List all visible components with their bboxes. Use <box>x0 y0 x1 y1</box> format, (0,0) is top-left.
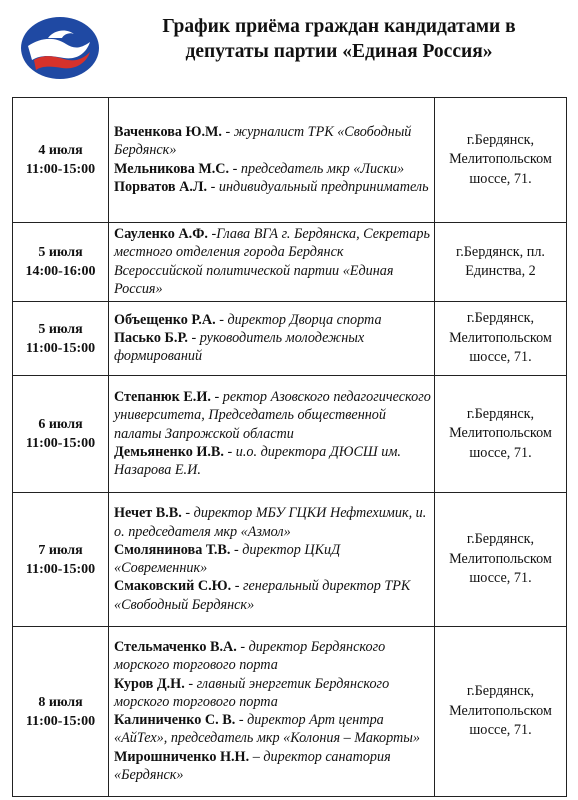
candidate-name: Демьяненко И.В. <box>114 443 224 460</box>
list-item <box>114 178 431 196</box>
candidate-name: Степанюк Е.И. <box>114 388 211 405</box>
place-cell <box>435 302 567 376</box>
reception-date: 6 июля <box>38 417 83 433</box>
candidate-name: Смолянинова Т.В. <box>114 541 231 558</box>
reception-time: 11:00-15:00 <box>25 713 96 729</box>
reception-schedule-table <box>12 97 567 797</box>
page-title <box>112 14 566 64</box>
date-time-cell <box>13 493 109 627</box>
place-line: Мелитопольском <box>449 550 552 567</box>
candidate-position: - руководитель молодежных формирований <box>114 330 365 365</box>
candidates-cell <box>109 302 435 376</box>
list-item <box>114 123 431 160</box>
candidate-name: Сауленко А.Ф. <box>114 226 208 242</box>
candidates-cell <box>109 223 435 302</box>
candidate-position: - директор МБУ ГЦКИ Нефтехимик, и. о. председателя мкр «Азмол» <box>114 505 427 540</box>
list-item <box>114 311 431 329</box>
reception-time: 11:00-15:00 <box>25 436 96 452</box>
candidate-name: Объещенко Р.А. <box>114 311 216 328</box>
candidate-position: - главный энергетик Бердянского морского торгового порта <box>114 675 390 710</box>
candidate-position: – директор санатория «Бердянск» <box>114 748 391 784</box>
date-time-cell <box>13 627 109 797</box>
place-line: Мелитопольском <box>449 702 552 719</box>
reception-date: 8 июля <box>38 694 83 710</box>
place-line: г.Бердянск, <box>466 531 535 548</box>
candidate-name: Порватов А.Л. <box>114 178 208 195</box>
reception-time: 11:00-15:00 <box>25 340 96 356</box>
place-line: г.Бердянск, пл. <box>456 243 545 260</box>
list-item <box>114 329 431 366</box>
title-line-2: депутаты партии «Единая Россия» <box>185 41 493 62</box>
candidate-name: Ваченкова Ю.М. <box>114 123 222 140</box>
place-line: шоссе, 71. <box>469 570 532 587</box>
reception-date: 7 июля <box>38 542 83 558</box>
table-row <box>13 98 567 223</box>
title-line-1: График приёма граждан кандидатами в <box>162 16 516 37</box>
place-line: шоссе, 71. <box>469 349 532 366</box>
list-item <box>114 638 431 675</box>
place-line: Мелитопольском <box>449 151 552 168</box>
place-cell <box>435 223 567 302</box>
date-time-cell <box>13 302 109 376</box>
date-time-cell <box>13 376 109 493</box>
table-row <box>13 376 567 493</box>
candidate-position: - ректор Азовского педагогического университета, Председатель общественной палаты Запрожской области <box>114 388 431 442</box>
place-line: Мелитопольском <box>449 329 552 346</box>
place-line: г.Бердянск, <box>466 405 535 422</box>
candidate-position: - директор Арт центра «АйТех», председатель мкр «Колония – Макорты» <box>114 712 421 747</box>
candidate-name: Стельмаченко В.А. <box>114 639 237 655</box>
place-cell <box>435 493 567 627</box>
list-item <box>114 388 431 443</box>
list-item <box>114 225 431 298</box>
candidate-position: - и.о. директора ДЮСШ им. Назарова Е.И. <box>114 443 401 479</box>
place-line: шоссе, 71. <box>469 170 532 187</box>
candidates-cell <box>109 627 435 797</box>
candidate-position: - журналист ТРК «Свободный Бердянск» <box>114 123 412 159</box>
place-cell <box>435 627 567 797</box>
list-item <box>114 711 431 748</box>
candidate-position: - директор Дворца спорта <box>215 311 382 328</box>
candidate-name: Калиниченко С. В. <box>114 712 236 729</box>
schedule-table-body <box>13 98 567 797</box>
candidate-name: Куров Д.Н. <box>114 675 185 692</box>
candidate-position: -Глава ВГА г. Бердянска, Секретарь местного отделения города Бердянск Всероссийской политической партии «Единая Россия» <box>114 226 430 297</box>
candidates-cell <box>109 493 435 627</box>
list-item <box>114 504 431 541</box>
candidate-position: - директор Бердянского морского торгового порта <box>114 639 386 674</box>
place-line: шоссе, 71. <box>469 444 532 461</box>
table-row <box>13 302 567 376</box>
date-time-cell <box>13 223 109 302</box>
reception-date: 5 июля <box>38 321 83 337</box>
table-row <box>13 223 567 302</box>
candidate-name: Смаковский С.Ю. <box>114 578 232 595</box>
candidate-position: - генеральный директор ТРК «Свободный Бердянск» <box>114 578 411 613</box>
table-row <box>13 627 567 797</box>
candidate-position: - председатель мкр «Лиски» <box>229 160 405 177</box>
candidates-cell <box>109 98 435 223</box>
candidate-name: Мельникова М.С. <box>114 160 230 177</box>
list-item <box>114 748 431 785</box>
date-time-cell <box>13 98 109 223</box>
reception-time: 14:00-16:00 <box>25 264 96 280</box>
list-item <box>114 443 431 480</box>
candidates-cell <box>109 376 435 493</box>
place-cell <box>435 376 567 493</box>
reception-date: 5 июля <box>38 245 83 261</box>
page-header <box>0 0 578 95</box>
table-row <box>13 493 567 627</box>
place-line: Мелитопольском <box>449 425 552 442</box>
candidate-name: Мирошниченко Н.Н. <box>114 748 250 765</box>
reception-time: 11:00-15:00 <box>25 162 96 177</box>
list-item <box>114 160 431 178</box>
candidate-position: - индивидуальный предприниматель <box>207 178 429 195</box>
place-cell <box>435 98 567 223</box>
reception-time: 11:00-15:00 <box>25 561 96 577</box>
place-line: г.Бердянск, <box>466 683 535 700</box>
list-item <box>114 675 431 712</box>
place-line: г.Бердянск, <box>466 131 535 148</box>
place-line: шоссе, 71. <box>469 722 532 739</box>
place-line: г.Бердянск, <box>466 310 535 327</box>
list-item <box>114 577 431 614</box>
united-russia-bear-logo-icon <box>20 16 100 80</box>
candidate-position: - директор ЦКиД «Современник» <box>114 541 341 577</box>
place-line: Единства, 2 <box>465 263 536 280</box>
list-item <box>114 541 431 578</box>
candidate-name: Пасько Б.Р. <box>114 330 188 347</box>
candidate-name: Нечет В.В. <box>114 505 182 522</box>
reception-date: 4 июля <box>38 143 83 158</box>
